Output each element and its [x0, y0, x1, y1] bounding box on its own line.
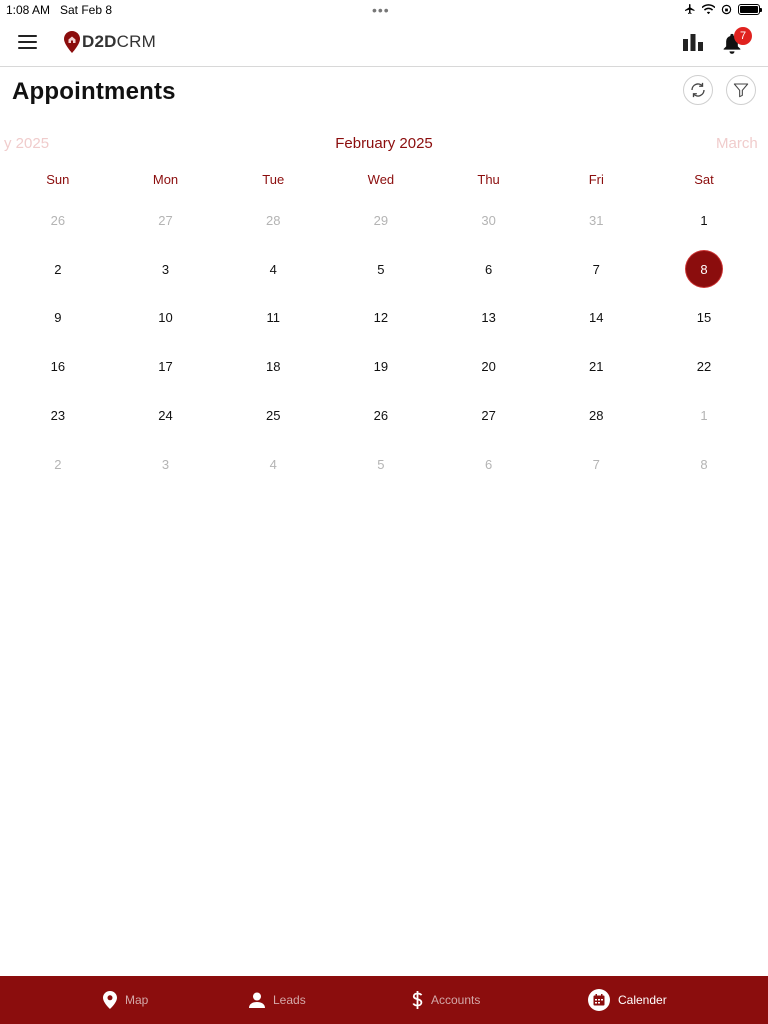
calendar-day[interactable]	[650, 391, 758, 440]
page-title: Appointments	[12, 78, 176, 105]
calendar-week-row	[4, 196, 758, 245]
calendar-day-number: 22	[696, 359, 712, 375]
calendar-day[interactable]	[4, 342, 112, 391]
calendar-day-number: 8	[700, 456, 708, 472]
calendar-day-number: 1	[700, 212, 708, 228]
calendar-day[interactable]	[542, 196, 650, 245]
calendar-week-row	[4, 391, 758, 440]
calendar-day-number: 25	[265, 408, 281, 424]
calendar-week-row	[4, 294, 758, 343]
calendar-day[interactable]	[435, 294, 543, 343]
calendar-day[interactable]	[542, 440, 650, 489]
calendar-day-number: 9	[54, 310, 62, 326]
calendar-day[interactable]	[435, 391, 543, 440]
calendar-day[interactable]	[650, 342, 758, 391]
calendar-day-number: 3	[161, 456, 170, 472]
previous-month-label[interactable]: y 2025	[4, 135, 50, 152]
calendar-day-number: 7	[592, 456, 600, 472]
calendar-day[interactable]	[112, 391, 220, 440]
weekday-label: Mon	[152, 172, 179, 187]
bottom-tab-bar	[0, 976, 768, 1024]
calendar-day[interactable]	[327, 391, 435, 440]
weekday-label: Wed	[367, 172, 395, 187]
calendar-week-row	[4, 440, 758, 489]
calendar-day-number: 28	[589, 408, 604, 424]
calendar-day[interactable]	[4, 196, 112, 245]
app-logo	[64, 31, 156, 53]
tab-leads-label: Leads	[273, 993, 306, 1007]
calendar-day[interactable]	[327, 245, 435, 294]
weekday-label: Thu	[477, 172, 500, 187]
calendar-day-number: 10	[158, 310, 173, 326]
calendar-day[interactable]	[219, 245, 327, 294]
status-bar	[0, 0, 768, 20]
calendar-day-number: 2	[54, 261, 62, 277]
status-date: Sat Feb 8	[60, 3, 113, 17]
calendar-day[interactable]	[542, 294, 650, 343]
tab-map-label: Map	[125, 993, 149, 1007]
orientation-lock-icon	[721, 4, 732, 15]
calendar-day[interactable]	[650, 196, 758, 245]
calendar-day-number: 2	[54, 456, 62, 472]
calendar-day[interactable]	[112, 342, 220, 391]
weekday-label: Sat	[694, 172, 714, 187]
calendar-day-number: 15	[696, 310, 712, 326]
calendar-day-number: 27	[158, 212, 173, 228]
logo-pin-icon	[64, 31, 80, 53]
tab-accounts-label: Accounts	[431, 993, 481, 1007]
calendar-day-number: 21	[589, 359, 604, 375]
calendar-day-number: 28	[265, 212, 281, 228]
calendar-day-number: 6	[484, 456, 493, 472]
calendar-day-number: 17	[158, 359, 173, 375]
calendar-icon	[588, 989, 610, 1011]
calendar-day-number: 19	[373, 359, 389, 375]
tab-leads[interactable]	[249, 976, 306, 1024]
calendar-week-row	[4, 342, 758, 391]
calendar-day[interactable]	[542, 245, 650, 294]
bar-chart-icon[interactable]	[682, 33, 704, 51]
notifications-button[interactable]	[722, 32, 746, 56]
calendar-day[interactable]	[327, 342, 435, 391]
weekday-label: Tue	[262, 172, 285, 187]
calendar-day-number: 5	[377, 456, 385, 472]
calendar-day-selected[interactable]	[650, 245, 758, 294]
weekday-label: Sun	[46, 172, 70, 187]
calendar-day[interactable]	[435, 342, 543, 391]
calendar-week-row	[4, 245, 758, 294]
logo-text-bold: D2D	[82, 32, 117, 51]
refresh-icon	[689, 81, 707, 99]
calendar-day[interactable]	[542, 391, 650, 440]
calendar-day[interactable]	[435, 440, 543, 489]
calendar-day-number: 8	[686, 251, 722, 287]
calendar-day-number: 26	[50, 212, 66, 228]
calendar-day[interactable]	[327, 294, 435, 343]
tab-calendar-label: Calender	[618, 993, 667, 1007]
next-month-label[interactable]: March	[716, 135, 758, 152]
calendar-day[interactable]	[4, 391, 112, 440]
calendar-day[interactable]	[650, 440, 758, 489]
tab-calendar[interactable]	[588, 976, 667, 1024]
calendar-day-number: 12	[373, 310, 389, 326]
calendar-day[interactable]	[112, 294, 220, 343]
calendar-day-number: 13	[481, 310, 496, 326]
current-month-label: February 2025	[335, 135, 433, 152]
weekday-label: Fri	[588, 172, 604, 187]
status-icons	[684, 3, 760, 15]
battery-icon	[738, 4, 760, 15]
calendar-day[interactable]	[112, 196, 220, 245]
calendar-day[interactable]	[112, 245, 220, 294]
calendar-day-number: 6	[484, 261, 493, 277]
calendar-day[interactable]	[327, 440, 435, 489]
calendar-day-number: 4	[269, 456, 277, 472]
calendar-day-number: 7	[592, 261, 600, 277]
calendar-day[interactable]	[435, 196, 543, 245]
dollar-icon	[412, 991, 423, 1009]
logo-text-light: CRM	[116, 32, 156, 51]
calendar-grid	[4, 196, 758, 489]
calendar-day-number: 11	[266, 310, 280, 326]
airplane-icon	[684, 3, 696, 15]
calendar-day-number: 18	[265, 359, 281, 375]
calendar-day-number: 23	[50, 408, 66, 424]
calendar-day[interactable]	[219, 342, 327, 391]
logo-text	[82, 32, 156, 52]
calendar-day[interactable]	[4, 294, 112, 343]
person-icon	[249, 992, 265, 1008]
top-navigation	[0, 20, 768, 67]
calendar-day[interactable]	[4, 440, 112, 489]
calendar-day-number: 5	[377, 261, 385, 277]
wifi-icon	[702, 4, 715, 15]
hamburger-menu-icon[interactable]	[18, 35, 37, 49]
calendar-day-number: 14	[589, 310, 604, 326]
calendar-day-number: 30	[481, 212, 496, 228]
calendar-day-number: 29	[373, 212, 389, 228]
calendar-day-number: 16	[50, 359, 66, 375]
calendar-day[interactable]	[327, 196, 435, 245]
status-time: 1:08 AM	[6, 3, 51, 17]
tab-map[interactable]	[103, 976, 148, 1024]
weekday-header	[4, 172, 758, 187]
calendar-day[interactable]	[435, 245, 543, 294]
calendar-day-number: 1	[700, 408, 708, 424]
calendar-day-number: 27	[481, 408, 496, 424]
map-pin-icon	[103, 991, 117, 1009]
calendar-day-number: 3	[161, 261, 170, 277]
calendar-day-number: 4	[269, 261, 277, 277]
calendar-day[interactable]	[219, 196, 327, 245]
calendar-day-number: 24	[158, 408, 173, 424]
calendar-day-number: 20	[481, 359, 496, 375]
multitasking-dots[interactable]: •••	[372, 2, 390, 18]
calendar-day[interactable]	[4, 245, 112, 294]
calendar-day[interactable]	[219, 294, 327, 343]
calendar-day[interactable]	[542, 342, 650, 391]
calendar-day-number: 26	[373, 408, 389, 424]
refresh-button[interactable]	[683, 75, 713, 105]
calendar-day-number: 31	[589, 212, 604, 228]
tab-accounts[interactable]	[412, 976, 480, 1024]
calendar-day[interactable]	[650, 294, 758, 343]
calendar-day[interactable]	[219, 440, 327, 489]
filter-button[interactable]	[726, 75, 756, 105]
notification-badge: 7	[734, 27, 752, 45]
calendar-day[interactable]	[112, 440, 220, 489]
calendar-day[interactable]	[219, 391, 327, 440]
filter-icon	[733, 82, 749, 98]
